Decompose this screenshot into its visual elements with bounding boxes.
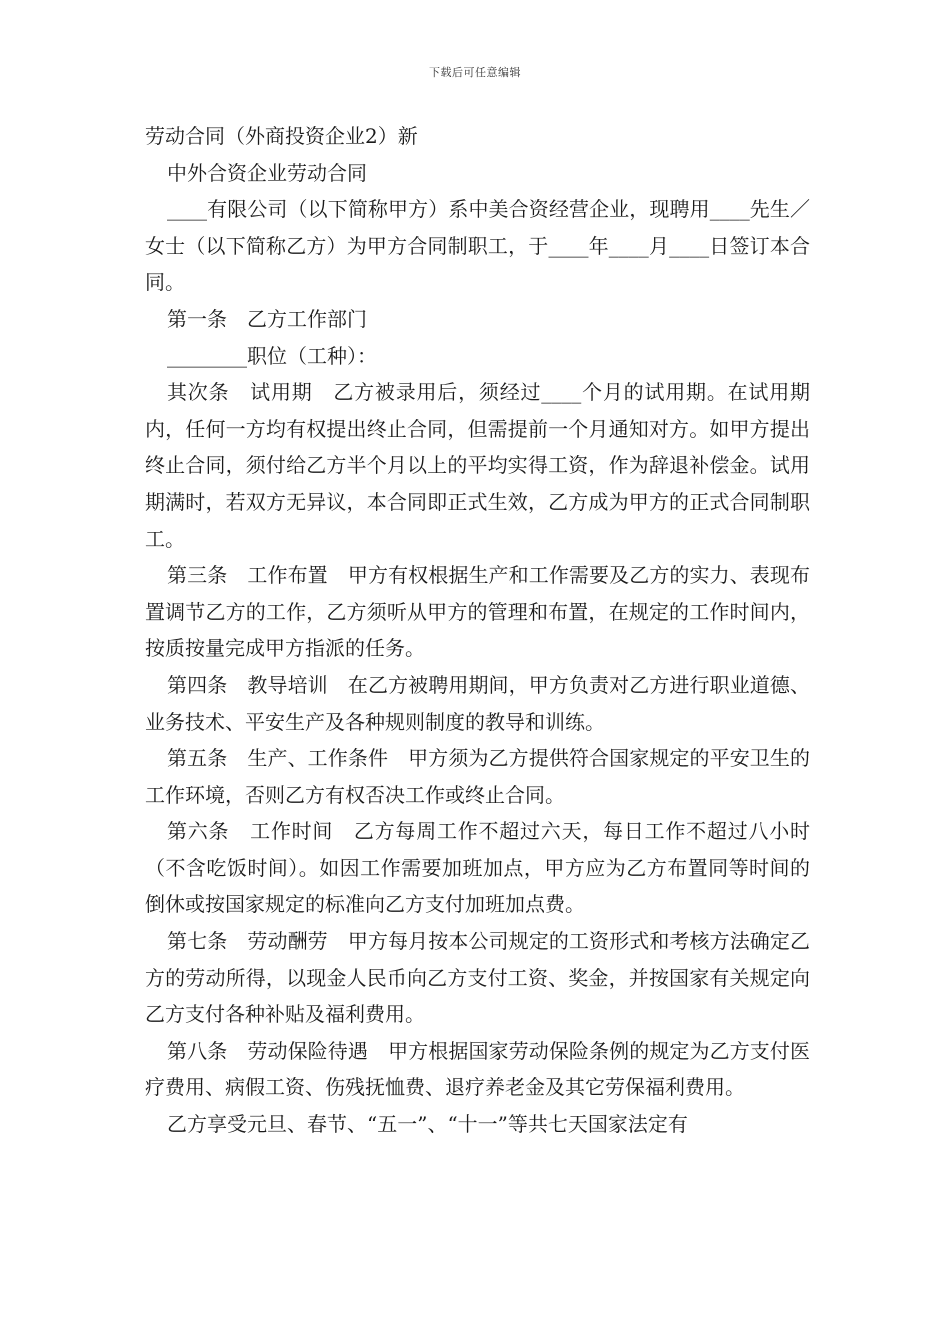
paragraph: 第三条 工作布置 甲方有权根据生产和工作需要及乙方的实力、表现布置调节乙方的工作，乙方须听从甲方的管理和布置，在规定的工作时间内，按质按量完成甲方指派的任务。 bbox=[145, 563, 810, 661]
paragraph: 第八条 劳动保险待遇 甲方根据国家劳动保险条例的规定为乙方支付医疗费用、病假工资、伤残抚恤费、退疗养老金及其它劳保福利费用。 bbox=[145, 1038, 810, 1100]
document-body bbox=[145, 118, 810, 1143]
paragraph: 中外合资企业劳动合同 bbox=[167, 160, 367, 185]
paragraph: 其次条 试用期 乙方被录用后，须经过____个月的试用期。在试用期内，任何一方均有权提出终止合同，但需提前一个月通知对方。如甲方提出终止合同，须付给乙方半个月以上的平均实得工资，作为辞退补偿金。试用期满时，若双方无异议，本合同即正式生效，乙方成为甲方的正式合同制职工。 bbox=[145, 380, 810, 551]
paragraph: 第五条 生产、工作条件 甲方须为乙方提供符合国家规定的平安卫生的工作环境，否则乙方有权否决工作或终止合同。 bbox=[145, 746, 810, 807]
paragraph: ____有限公司（以下简称甲方）系中美合资经营企业，现聘用____先生／女士（以下简称乙方）为甲方合同制职工，于____年____月____日签订本合同。 bbox=[145, 197, 810, 295]
paragraph: 第六条 工作时间 乙方每周工作不超过六天，每日工作不超过八小时（不含吃饭时间）。如因工作需要加班加点，甲方应为乙方布置同等时间的倒休或按国家规定的标准向乙方支付加班加点费。 bbox=[145, 819, 810, 917]
paragraph: 第一条 乙方工作部门 bbox=[167, 306, 367, 331]
paragraph: 乙方享受元旦、春节、“五一”、“十一”等共七天国家法定有 bbox=[167, 1112, 688, 1137]
paragraph: ________职位（工种）： bbox=[167, 343, 377, 368]
document-title: 劳动合同（外商投资企业2）新 bbox=[145, 124, 418, 148]
paragraph: 第四条 教导培训 在乙方被聘用期间，甲方负责对乙方进行职业道德、业务技术、平安生产及各种规则制度的教导和训练。 bbox=[145, 672, 810, 734]
paragraph: 第七条 劳动酬劳 甲方每月按本公司规定的工资形式和考核方法确定乙方的劳动所得，以现金人民币向乙方支付工资、奖金，并按国家有关规定向乙方支付各种补贴及福利费用。 bbox=[145, 929, 810, 1027]
page-header-note: 下载后可任意编辑 bbox=[429, 66, 521, 79]
